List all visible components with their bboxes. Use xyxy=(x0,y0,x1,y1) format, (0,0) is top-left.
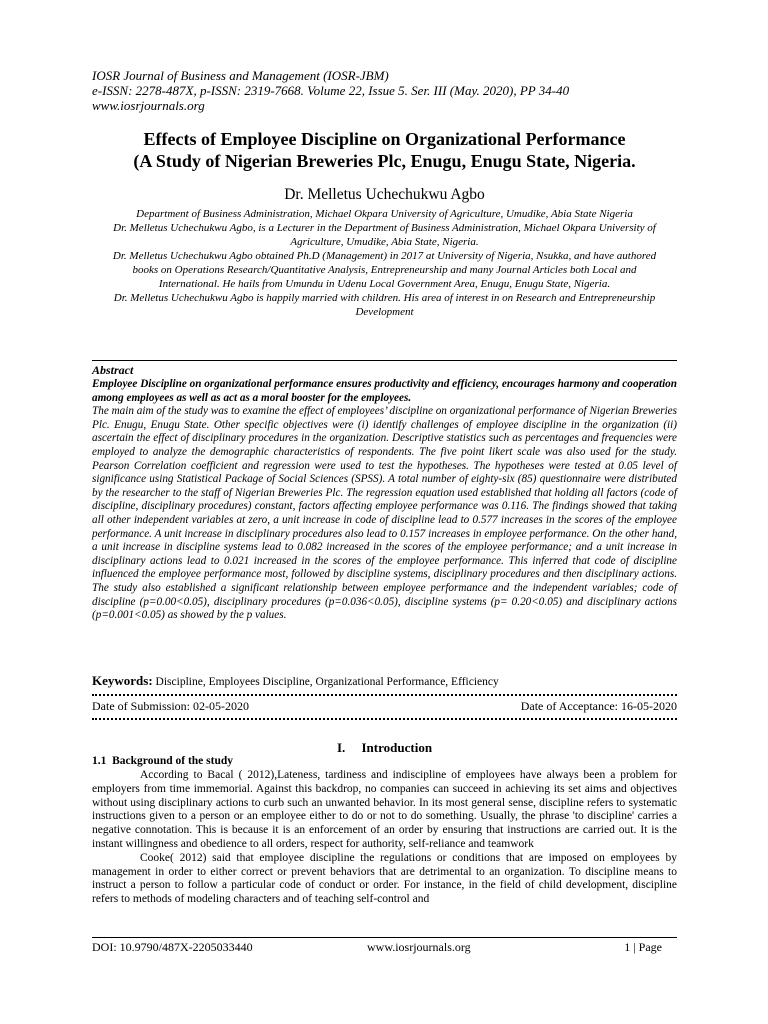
footer-rule xyxy=(92,937,677,938)
acceptance-date: Date of Acceptance: 16-05-2020 xyxy=(520,699,677,713)
abstract-body: The main aim of the study was to examine the effect of employees’ discipline on organizational performance of Nigerian Breweries Plc. Enugu, Enugu State. Other specific objectives were (i) identify challenges of employee discipline in the organization (ii) ascertain the effect of disciplinary procedures in the organization. Descriptive statistics such as percentages and frequencies were employed to analyze the demographic characteristics of respondents. The five point likert scale was also used for the study. Pearson Correlation coefficient and regression were used to test the hypotheses. The hypotheses were tested at 0.05 level of significance using Statistical Package of Social Sciences (SPSS). A total number of eighty-six (85) questionnaire were distributed by the researcher to the staff of Nigerian Breweries Plc. The regression equation used established that holding all factors (code of discipline, disciplinary procedures) constant, factors affecting employee performance was 0.116. The findings showed that taking all other independent variables at zero, a unit increase in code of discipline lead to 0.577 increases in the scores of the employee performance. A unit increase in disciplinary procedures also lead to 0.157 increases in employee performance. On the other hand, a unit increase in discipline systems lead to 0.082 increased in the scores of the employee performance; and a unit increase in disciplinary actions lead to 0.021 increased in the scores of the employee performance. This inferred that code of discipline influenced the employee performance most, followed by discipline systems, disciplinary procedures and then disciplinary actions. The study also established a significant relationship between employee performance and the independent variables; code of discipline (p=0.00<0.05), disciplinary procedures (p=0.036<0.05), discipline systems (p= 0.20<0.05) and disciplinary actions (p=0.001<0.05) as showed by the p values. xyxy=(92,405,677,622)
journal-name: IOSR Journal of Business and Management (IOSR-JBM) xyxy=(92,68,389,83)
abstract-text xyxy=(92,378,677,623)
dotted-divider xyxy=(92,718,677,720)
keywords xyxy=(92,673,677,689)
journal-website[interactable]: www.iosrjournals.org xyxy=(92,98,205,113)
keywords-text: Discipline, Employees Discipline, Organizational Performance, Efficiency xyxy=(155,676,499,688)
dotted-divider xyxy=(92,694,677,696)
author-affiliation xyxy=(102,207,667,319)
paragraph: Cooke( 2012) said that employee discipline the regulations or conditions that are imposed on employees by management in order to either correct or prevent behaviors that are detrimental to an organization. To discipline means to instruct a person to follow a particular code of conduct or order. For instance, in the field of child development, discipline refers to methods of modeling characters and of teaching self-control and xyxy=(92,851,677,906)
footer-doi: DOI: 10.9790/487X-2205033440 xyxy=(92,940,253,954)
section-heading: I. Introduction xyxy=(336,740,433,755)
subsection-heading: 1.1 Background of the study xyxy=(92,755,234,767)
affiliation-line: Dr. Melletus Uchechukwu Agbo obtained Ph.D (Management) in 2017 at University of Nigeria, Nsukka, and have authored books on Operations Research/Quantitative Analysis, Entrepreneurship and many Journal Articles both Local and International. He hails from Umundu in Udenu Local Government Area, Enugu, Enugu State, Nigeria. xyxy=(112,250,657,290)
affiliation-line: Department of Business Administration, Michael Okpara University of Agriculture, Umudike, Abia State Nigeria xyxy=(136,208,633,220)
paper-title xyxy=(92,128,677,172)
page-number: 1 | Page xyxy=(624,940,662,954)
abstract-heading: Abstract xyxy=(92,363,134,377)
title-line-1: Effects of Employee Discipline on Organizational Performance xyxy=(143,129,626,149)
journal-header xyxy=(92,68,569,113)
submission-date: Date of Submission: 02-05-2020 xyxy=(92,699,249,713)
paragraph: According to Bacal ( 2012),Lateness, tardiness and indiscipline of employees have always been a problem for employers from time immemorial. Against this backdrop, no companies can succeed in achieving its set aims and objectives without using disciplinary actions to curb such an unwanted behavior. In its most general sense, discipline refers to systematic instructions given to a person or an employee either to do or not to do something. Usually, the phrase 'to discipline' carries a negative connotation. This is because it is an enforcement of an order by ensuring that instructions are carried out. It is the instant willingness and obedience to all orders, respect for authority, self-reliance and teamwork xyxy=(92,769,677,850)
keywords-label: Keywords: xyxy=(92,673,153,688)
footer-website[interactable]: www.iosrjournals.org xyxy=(367,940,471,954)
abstract-top-rule xyxy=(92,360,677,361)
dates-row xyxy=(92,699,677,714)
body-text xyxy=(92,769,677,907)
journal-issn: e-ISSN: 2278-487X, p-ISSN: 2319-7668. Volume 22, Issue 5. Ser. III (May. 2020), PP 34-40 xyxy=(92,83,570,98)
author-name: Dr. Melletus Uchechukwu Agbo xyxy=(284,186,485,203)
affiliation-line: Dr. Melletus Uchechukwu Agbo is happily married with children. His area of interest in on Research and Entrepreneurship Development xyxy=(113,292,656,318)
affiliation-line: Dr. Melletus Uchechukwu Agbo, is a Lecturer in the Department of Business Administration, Michael Okpara University of Agriculture, Umudike, Abia State, Nigeria. xyxy=(113,222,656,248)
abstract-lead: Employee Discipline on organizational performance ensures productivity and efficiency, encourages harmony and cooperation among employees as well as act as a moral booster for the employees. xyxy=(92,378,677,404)
title-line-2: (A Study of Nigerian Breweries Plc, Enugu, Enugu State, Nigeria. xyxy=(133,151,636,171)
